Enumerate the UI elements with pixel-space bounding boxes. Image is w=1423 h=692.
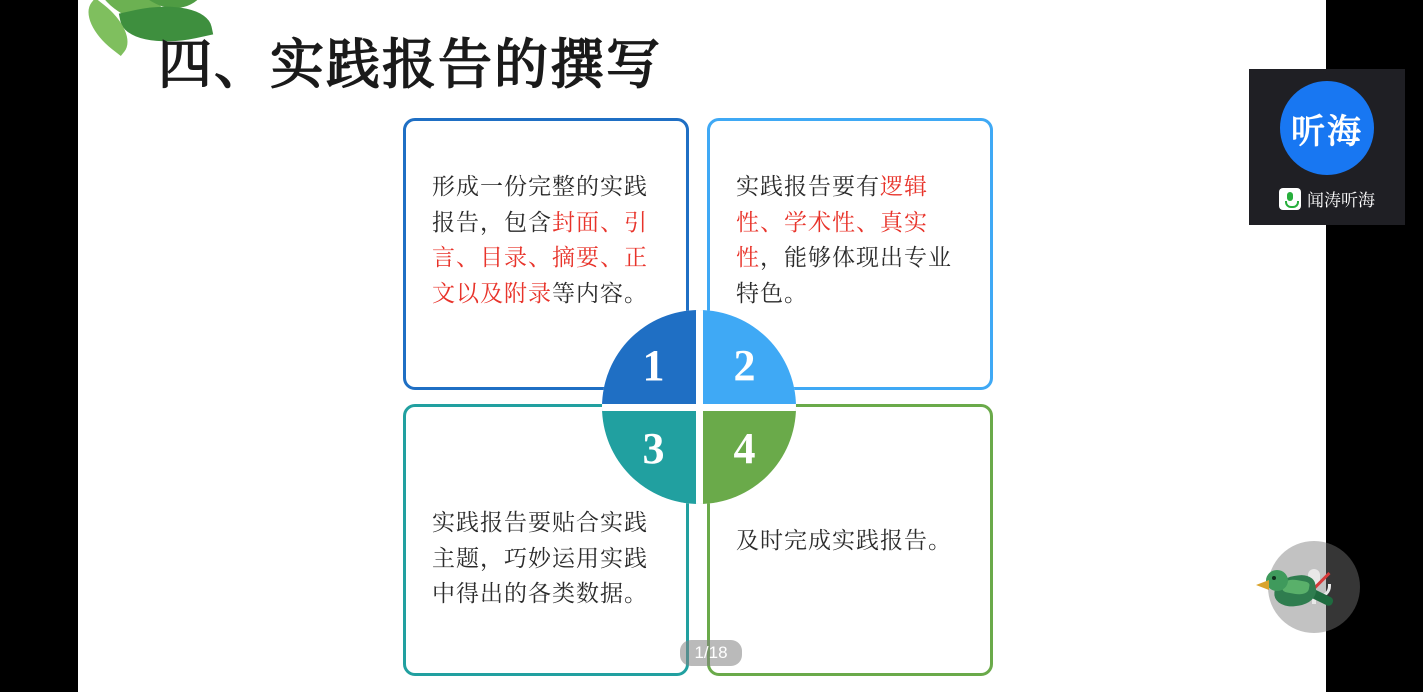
- quadrant-diagram: [403, 118, 993, 692]
- slide-page-indicator: 1/18: [680, 640, 742, 666]
- quadrant-1-part-0: 形成一份完整的实践报告，包含: [432, 174, 648, 235]
- center-number-wheel: [602, 310, 796, 504]
- quadrant-2-part-0: 实践报告要有: [736, 174, 880, 199]
- quadrant-text-2: [736, 169, 968, 312]
- presentation-slide: [78, 0, 1326, 692]
- quadrant-1-part-1: 封面、引言、目录、摘要、正文以及附录: [432, 209, 648, 306]
- quadrant-1-part-2: 等内容。: [552, 280, 648, 306]
- quadrant-2-part-2: ，能够体现出专业特色。: [736, 245, 952, 306]
- participant-video-tile[interactable]: [1249, 69, 1405, 225]
- bird-mascot-icon: [1252, 558, 1330, 634]
- participant-footer: [1249, 186, 1405, 211]
- quadrant-text-1: [432, 169, 664, 312]
- wheel-number-3: 3: [602, 407, 699, 504]
- quadrant-text-4: 及时完成实践报告。: [736, 528, 952, 553]
- participant-name: 闻涛听海: [1307, 191, 1375, 210]
- microphone-on-icon: [1279, 188, 1301, 210]
- slide-title: 四、实践报告的撰写: [158, 35, 662, 95]
- wheel-number-2: 2: [699, 310, 796, 407]
- quadrant-text-3: 实践报告要贴合实践主题，巧妙运用实践中得出的各类数据。: [432, 510, 648, 607]
- wheel-divider-horizontal: [602, 404, 796, 411]
- wheel-number-4: 4: [699, 407, 796, 504]
- avatar: 听海: [1280, 81, 1374, 175]
- quadrant-2-part-1: 逻辑性、学术性、真实性: [736, 174, 928, 271]
- wheel-number-1: 1: [602, 310, 699, 407]
